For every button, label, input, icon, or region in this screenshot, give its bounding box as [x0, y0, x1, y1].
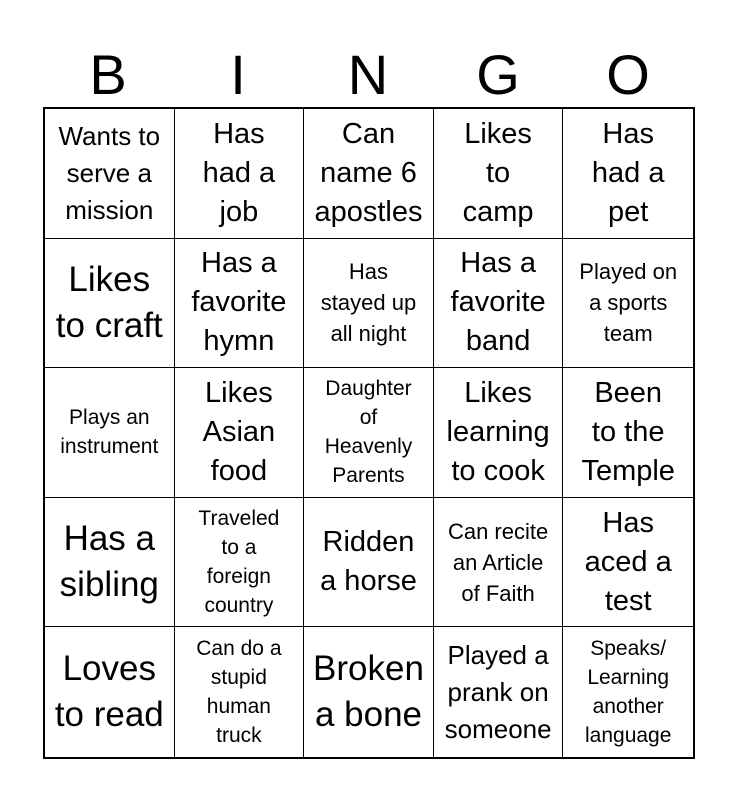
cell-text: Plays an instrument: [60, 406, 159, 459]
cell-text: Has a favorite hymn: [191, 247, 287, 358]
bingo-cell-r3c4[interactable]: [434, 368, 564, 498]
bingo-cell-r3c1[interactable]: [45, 368, 175, 498]
bingo-cell-r4c3[interactable]: [304, 498, 434, 628]
bingo-cell-r5c3[interactable]: [304, 627, 434, 757]
cell-text: Has stayed up all night: [320, 259, 417, 347]
bingo-cell-r4c5[interactable]: [563, 498, 693, 628]
bingo-cell-r2c1[interactable]: [45, 239, 175, 369]
cell-text: Wants to serve a mission: [58, 120, 161, 225]
cell-text: Likes to camp: [462, 117, 534, 228]
cell-text: Can recite an Article of Faith: [447, 518, 549, 606]
cell-text: Ridden a horse: [320, 526, 417, 598]
bingo-cell-r3c2[interactable]: [175, 368, 305, 498]
cell-text: Has had a job: [202, 117, 276, 228]
header-letter-n: N: [347, 43, 389, 106]
bingo-board: [43, 107, 695, 759]
bingo-cell-r1c4[interactable]: [434, 109, 564, 239]
bingo-cell-r2c4[interactable]: [434, 239, 564, 369]
cell-text: Has a favorite band: [450, 247, 546, 358]
cell-text: Likes learning to cook: [446, 376, 550, 487]
cell-text: Has aced a test: [584, 506, 672, 617]
cell-text: Speaks/ Learning another language: [584, 637, 672, 748]
bingo-cell-r1c3[interactable]: [304, 109, 434, 239]
cell-text: Has had a pet: [591, 117, 665, 228]
header-letter-b: B: [89, 43, 127, 106]
cell-text: Daughter of Heavenly Parents: [324, 377, 413, 488]
bingo-cell-r1c1[interactable]: [45, 109, 175, 239]
bingo-cell-r3c5[interactable]: [563, 368, 693, 498]
bingo-cell-r5c2[interactable]: [175, 627, 305, 757]
cell-text: Likes Asian food: [202, 376, 276, 487]
bingo-cell-r5c1[interactable]: [45, 627, 175, 757]
bingo-header: [43, 42, 693, 108]
bingo-cell-r1c5[interactable]: [563, 109, 693, 239]
header-letter-o: O: [606, 43, 650, 106]
bingo-cell-r4c4[interactable]: [434, 498, 564, 628]
header-letter-i: I: [230, 43, 246, 106]
bingo-cell-r3c3[interactable]: [304, 368, 434, 498]
cell-text: Broken a bone: [313, 649, 424, 735]
bingo-cell-r2c3[interactable]: [304, 239, 434, 369]
cell-text: Traveled to a foreign country: [198, 507, 280, 618]
cell-text: Played on a sports team: [579, 259, 678, 347]
cell-text: Has a sibling: [59, 519, 159, 605]
header-letter-g: G: [476, 43, 520, 106]
cell-text: Can name 6 apostles: [314, 117, 423, 228]
bingo-cell-r2c5[interactable]: [563, 239, 693, 369]
bingo-cell-r2c2[interactable]: [175, 239, 305, 369]
bingo-cell-r4c2[interactable]: [175, 498, 305, 628]
cell-text: Been to the Temple: [581, 376, 675, 487]
cell-text: Played a prank on someone: [444, 639, 552, 744]
cell-text: Loves to read: [54, 649, 164, 735]
bingo-cell-r4c1[interactable]: [45, 498, 175, 628]
bingo-cell-r1c2[interactable]: [175, 109, 305, 239]
cell-text: Likes to craft: [55, 259, 163, 345]
bingo-cell-r5c5[interactable]: [563, 627, 693, 757]
bingo-cell-r5c4[interactable]: [434, 627, 564, 757]
cell-text: Can do a stupid human truck: [196, 637, 282, 748]
